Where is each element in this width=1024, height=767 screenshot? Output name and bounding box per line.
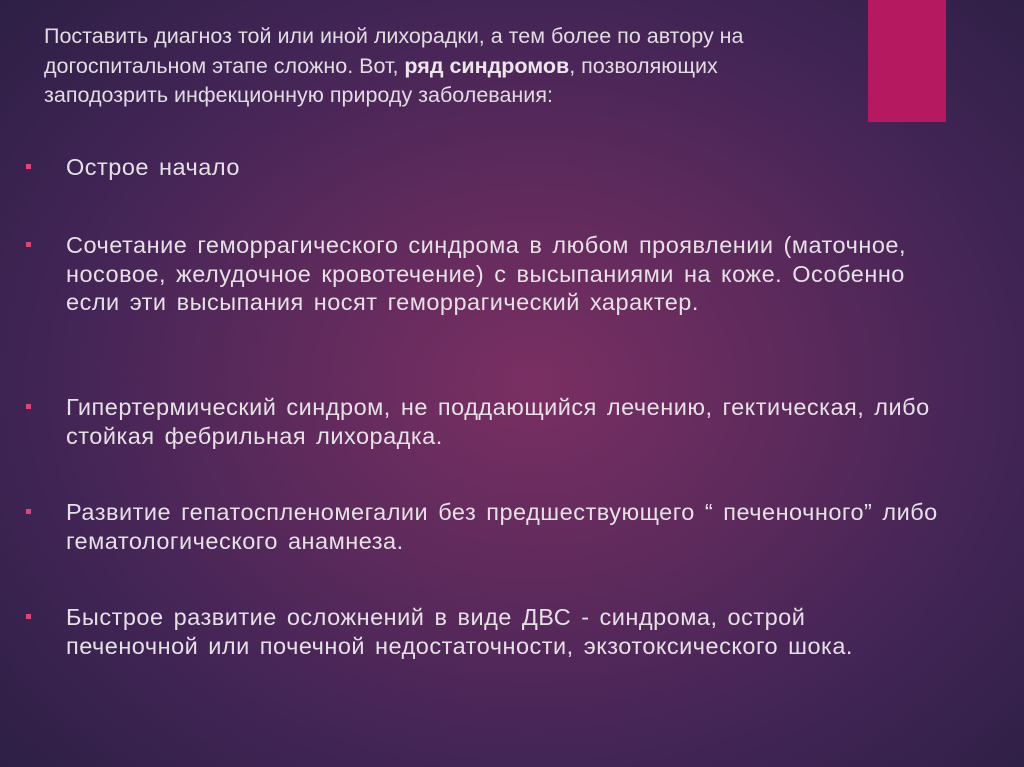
- bullet-item-hemorrhagic: [66, 231, 946, 317]
- square-bullet-icon: [26, 404, 31, 409]
- square-bullet-icon: [26, 614, 31, 619]
- bullet-text: Развитие гепатоспленомегалии без предшествующего “ печеночного” либо гематологического анамнеза.: [66, 499, 938, 554]
- bullet-item-complications: [66, 603, 946, 660]
- square-bullet-icon: [26, 164, 31, 169]
- square-bullet-icon: [26, 242, 31, 247]
- intro-text-start: Поставить диагноз той или иной лихорадки, а тем более по автору на догоспитальном этапе сложно. Вот,: [44, 24, 744, 78]
- bullet-item-hyperthermic: [66, 393, 946, 450]
- square-bullet-icon: [26, 509, 31, 514]
- bullet-item-acute-onset: [66, 153, 946, 182]
- bullet-text: Быстрое развитие осложнений в виде ДВС - синдрома, острой печеночной или почечной недостаточности, экзотоксического шока.: [66, 604, 853, 659]
- bullet-text: Сочетание геморрагического синдрома в любом проявлении (маточное, носовое, желудочное кровотечение) с высыпаниями на коже. Особенно если эти высыпания носят геморрагический характер.: [66, 232, 906, 315]
- bullet-item-hepatosplenomegaly: [66, 498, 946, 555]
- bullet-text: Острое начало: [66, 154, 240, 180]
- bullet-text: Гипертермический синдром, не поддающийся лечению, гектическая, либо стойкая фебрильная лихорадка.: [66, 394, 930, 449]
- intro-text-end: , позволяющих заподозрить инфекционную природу заболевания:: [44, 53, 718, 107]
- intro-text-bold: ряд синдромов: [404, 53, 570, 78]
